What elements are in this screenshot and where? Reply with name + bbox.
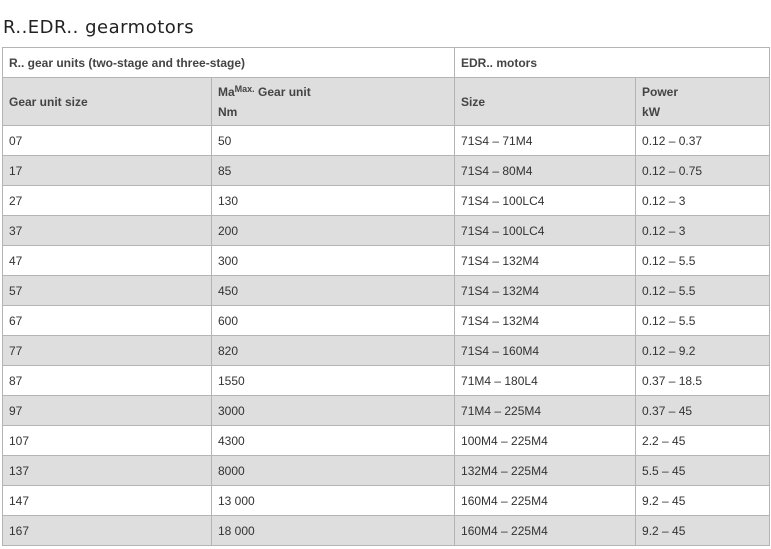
power-cell: 0.12 – 3 (636, 186, 770, 216)
torque-cell: 85 (212, 156, 455, 186)
table-row (3, 456, 770, 486)
motor-size-cell: 71S4 – 132M4 (455, 246, 636, 276)
torque-cell: 200 (212, 216, 455, 246)
power-cell: 2.2 – 45 (636, 426, 770, 456)
power-cell: 0.37 – 18.5 (636, 366, 770, 396)
power-cell: 9.2 – 45 (636, 516, 770, 546)
page-title: R..EDR.. gearmotors (3, 17, 195, 39)
table-row (3, 426, 770, 456)
torque-cell: 130 (212, 186, 455, 216)
power-cell: 0.12 – 9.2 (636, 336, 770, 366)
motor-size-cell: 71S4 – 80M4 (455, 156, 636, 186)
motor-size-cell: 71S4 – 71M4 (455, 126, 636, 156)
gear-unit-size-cell: 57 (3, 276, 212, 306)
column-header-row (3, 78, 770, 126)
motor-size-cell: 71S4 – 100LC4 (455, 216, 636, 246)
gear-unit-size-cell: 77 (3, 336, 212, 366)
motor-size-cell: 71M4 – 180L4 (455, 366, 636, 396)
torque-unit: Nm (218, 105, 238, 119)
torque-cell: 450 (212, 276, 455, 306)
motors-group-header: EDR.. motors (455, 48, 770, 78)
power-cell: 9.2 – 45 (636, 486, 770, 516)
torque-cell: 300 (212, 246, 455, 276)
gear-unit-size-cell: 27 (3, 186, 212, 216)
table-row (3, 126, 770, 156)
torque-cell: 1550 (212, 366, 455, 396)
gear-unit-size-cell: 47 (3, 246, 212, 276)
motor-size-cell: 71S4 – 132M4 (455, 276, 636, 306)
power-cell: 0.12 – 5.5 (636, 306, 770, 336)
torque-cell: 820 (212, 336, 455, 366)
motor-size-cell: 71S4 – 100LC4 (455, 186, 636, 216)
gear-unit-size-cell: 147 (3, 486, 212, 516)
power-header (636, 78, 770, 126)
motor-size-cell: 71S4 – 160M4 (455, 336, 636, 366)
torque-cell: 3000 (212, 396, 455, 426)
motor-size-cell: 71M4 – 225M4 (455, 396, 636, 426)
torque-cell: 600 (212, 306, 455, 336)
gear-unit-size-cell: 37 (3, 216, 212, 246)
table-row (3, 186, 770, 216)
gear-unit-size-cell: 97 (3, 396, 212, 426)
table-row (3, 246, 770, 276)
power-cell: 0.12 – 5.5 (636, 276, 770, 306)
power-unit: kW (642, 104, 661, 119)
gear-unit-size-cell: 67 (3, 306, 212, 336)
torque-header-label: $Ma^{Max.}$ Gear unit (218, 84, 311, 99)
torque-cell: 50 (212, 126, 455, 156)
power-header-label: Power (642, 84, 679, 99)
size-header: Size (455, 78, 636, 126)
power-cell: 0.37 – 45 (636, 396, 770, 426)
table-row (3, 216, 770, 246)
group-header-row (3, 48, 770, 78)
table-row (3, 276, 770, 306)
torque-cell: 8000 (212, 456, 455, 486)
table-row (3, 336, 770, 366)
table-row (3, 306, 770, 336)
motor-size-cell: 71S4 – 132M4 (455, 306, 636, 336)
table-row (3, 366, 770, 396)
gear-unit-size-cell: 07 (3, 126, 212, 156)
power-cell: 0.12 – 5.5 (636, 246, 770, 276)
motor-size-cell: 100M4 – 225M4 (455, 426, 636, 456)
gear-unit-size-cell: 107 (3, 426, 212, 456)
table-row (3, 396, 770, 426)
torque-cell: 18 000 (212, 516, 455, 546)
table-row (3, 516, 770, 546)
power-cell: 0.12 – 3 (636, 216, 770, 246)
power-cell: 0.12 – 0.75 (636, 156, 770, 186)
gearmotor-spec-table (2, 47, 770, 546)
motor-size-cell: 132M4 – 225M4 (455, 456, 636, 486)
torque-cell: 4300 (212, 426, 455, 456)
power-cell: 5.5 – 45 (636, 456, 770, 486)
table-row (3, 156, 770, 186)
motor-size-cell: 160M4 – 225M4 (455, 516, 636, 546)
gear-unit-size-cell: 87 (3, 366, 212, 396)
torque-header (212, 78, 455, 126)
table-body (3, 126, 770, 546)
table-row (3, 486, 770, 516)
torque-cell: 13 000 (212, 486, 455, 516)
gear-unit-size-cell: 167 (3, 516, 212, 546)
gear-units-group-header: R.. gear units (two-stage and three-stage) (3, 48, 455, 78)
gear-unit-size-header: Gear unit size (3, 78, 212, 126)
power-cell: 0.12 – 0.37 (636, 126, 770, 156)
gear-unit-size-cell: 137 (3, 456, 212, 486)
gear-unit-size-cell: 17 (3, 156, 212, 186)
motor-size-cell: 160M4 – 225M4 (455, 486, 636, 516)
